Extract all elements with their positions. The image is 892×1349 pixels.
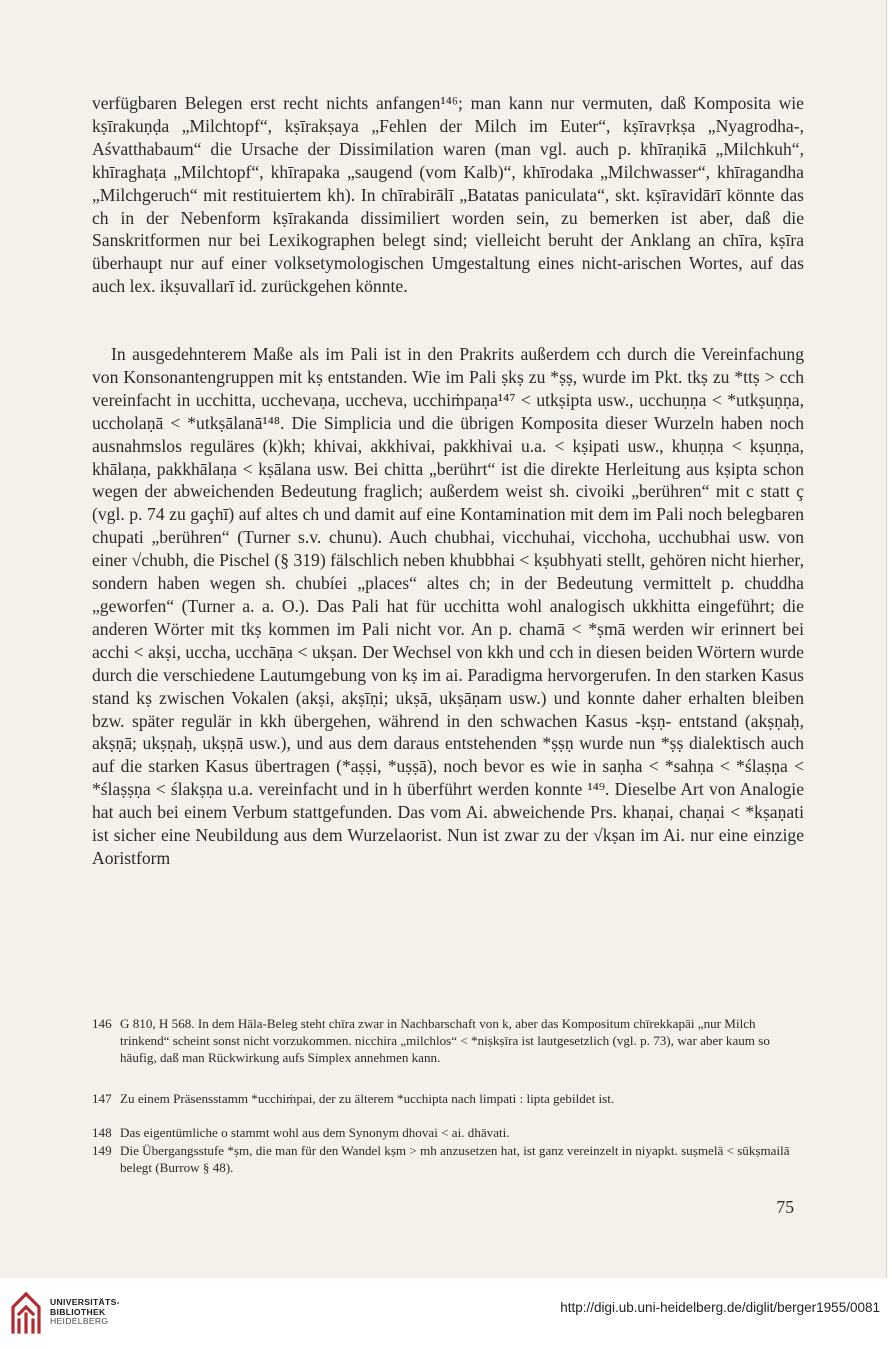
footnote-number: 148 — [92, 1125, 112, 1140]
footnote-text: G 810, H 568. In dem Hāla-Beleg steht chīra zwar in Nachbarschaft von k, aber das Kompositum chīrekkapāi „nur Milch trinkend“ scheint sonst nicht vorzukommen. nicchira „milchlos“ < *niṣkṣīra ist lautgesetzlich (vgl. p. 73), war aber kaum so häufig, daß man Rückwirkung aufs Simplex annehmen kann. — [120, 1016, 770, 1065]
footnote-147 — [92, 1090, 804, 1107]
paragraph-2: In ausgedehnterem Maße als im Pali ist in den Prakrits außerdem cch durch die Vereinfachung von Konsonantengruppen mit kṣ entstanden. Wie im Pali ṣkṣ zu *ṣṣ, wurde im Pkt. tkṣ zu *ttṣ > cch vereinfacht in ucchitta, ucchevaṇa, uccheva, ucchiṁpaṇa¹⁴⁷ < utkṣipta usw., ucchuṇṇa < *utkṣuṇṇa, uccholaṇā < *utkṣālanā¹⁴⁸. Die Simplicia und die übrigen Komposita dieser Wurzeln haben noch ausnahmslos reguläres (k)kh; khivai, akkhivai, pakkhivai u.a. < kṣipati usw., khuṇṇa < kṣuṇṇa, khālaṇa, pakkhālaṇa < kṣālana usw. Bei chitta „berührt“ ist die direkte Herleitung aus kṣipta schon wegen der abweichenden Bedeutung fraglich; außerdem weist sh. civoiki „berühren“ mit c statt ç (vgl. p. 74 zu gaçhī) auf altes ch und damit auf eine Kontamination mit dem im Pali noch belegbaren chupati „berühren“ (Turner s.v. chunu). Auch chubhai, vicchuhai, vicchoha, ucchubhai usw. von einer √chubh, die Pischel (§ 319) fälschlich neben khubbhai < kṣubhyati stellt, gehören nicht hierher, sondern haben wegen sh. chubíei „places“ altes ch; in der Bedeutung vermittelt p. chuddha „geworfen“ (Turner a. a. O.). Das Pali hat für ucchitta wohl analogisch ukkhitta eingeführt; die anderen Wörter mit tkṣ kommen im Pali nicht vor. An p. chamā < *ṣmā werden wir erinnert bei acchi < akṣi, uccha, ucchāṇa < ukṣan. Der Wechsel von kkh und cch in diesen beiden Wörtern wurde durch die verschiedene Lautumgebung von kṣ im ai. Paradigma hervorgerufen. In den starken Kasus stand kṣ zwischen Vokalen (akṣi, akṣīṇi; ukṣā, ukṣāṇam usw.) und konnte daher erhalten bleiben bzw. später regulär in kkh übergehen, während in den schwachen Kasus -kṣṇ- entstand (akṣṇaḥ, akṣṇā; ukṣṇaḥ, ukṣṇā usw.), und aus dem daraus entstehenden *ṣṣṇ wurde nun *ṣṣ dialektisch auch auf die starken Kasus übertragen (*aṣṣi, *uṣṣā), noch bevor es wie in saṇha < *sahṇa < *ślaṣṇa < *ślaṣṣṇa < ślakṣṇa u.a. vereinfacht und in h überführt werden konnte ¹⁴⁹. Dieselbe Art von Analogie hat auch bei einem Verbum stattgefunden. Das vom Ai. abweichende Prs. khaṇai, chaṇai < *kṣaṇati ist sicher eine Neubildung aus dem Wurzelaorist. Nun ist zwar zu der √kṣan im Ai. nur eine einzige Aoristform — [92, 344, 804, 868]
university-library-logo-icon[interactable] — [8, 1290, 44, 1336]
footnote-number: 147 — [92, 1091, 112, 1106]
library-line: UNIVERSITÄTS- — [50, 1297, 120, 1307]
footnote-148 — [92, 1124, 804, 1141]
footnote-149 — [92, 1142, 804, 1176]
footnote-text: Das eigentümliche o stammt wohl aus dem Synonym dhovai < ai. dhāvati. — [120, 1125, 510, 1140]
footnote-number: 146 — [92, 1016, 112, 1031]
footnote-number: 149 — [92, 1143, 112, 1158]
viewer-footer — [0, 1278, 892, 1349]
paragraph-1: verfügbaren Belegen erst recht nichts anfangen¹⁴⁶; man kann nur vermuten, daß Komposita wie kṣīrakuṇḍa „Milchtopf“, kṣīrakṣaya „Fehlen der Milch im Euter“, kṣīravṛkṣa „Nyagrodha-, Aśvatthabaum“ die Ursache der Dissimilation waren (man vgl. auch p. khīraṇikā „Milchkuh“, khīraghaṭa „Milchtopf“, khīrapaka „saugend (vom Kalb)“, khīrodaka „Milchwasser“, khīragandha „Milchgeruch“ mit restituiertem kh). In chīrabirālī „Batatas paniculata“, skt. kṣīravidārī könnte das ch in der Nebenform kṣīrakanda dissimiliert worden sein, zu bemerken ist aber, daß die Sanskritformen nur bei Lexikographen belegt sind; vielleicht beruht der Anklang an chīra, kṣīra überhaupt nur auf einer volksetymologischen Umgestaltung eines nicht-arischen Wortes, auf das auch lex. ikṣuvallarī id. zurückgehen könnte. — [92, 93, 804, 297]
footnote-146 — [92, 1015, 804, 1066]
permalink-url[interactable]: http://digi.ub.uni-heidelberg.de/diglit/berger1955/0081 — [560, 1300, 880, 1315]
footnote-text: Die Übergangsstufe *ṣm, die man für den Wandel kṣm > mh anzusetzen hat, ist ganz vereinzelt in niyapkt. suṣmelā < sūkṣmailā belegt (Burrow § 48). — [120, 1143, 790, 1175]
footnote-text: Zu einem Präsensstamm *ucchiṁpai, der zu älterem *ucchipta nach limpati : lipta gebildet ist. — [120, 1091, 615, 1106]
library-line: HEIDELBERG — [50, 1316, 109, 1327]
page-number: 75 — [776, 1197, 794, 1217]
library-line: BIBLIOTHEK — [50, 1306, 106, 1317]
library-name — [50, 1298, 120, 1327]
